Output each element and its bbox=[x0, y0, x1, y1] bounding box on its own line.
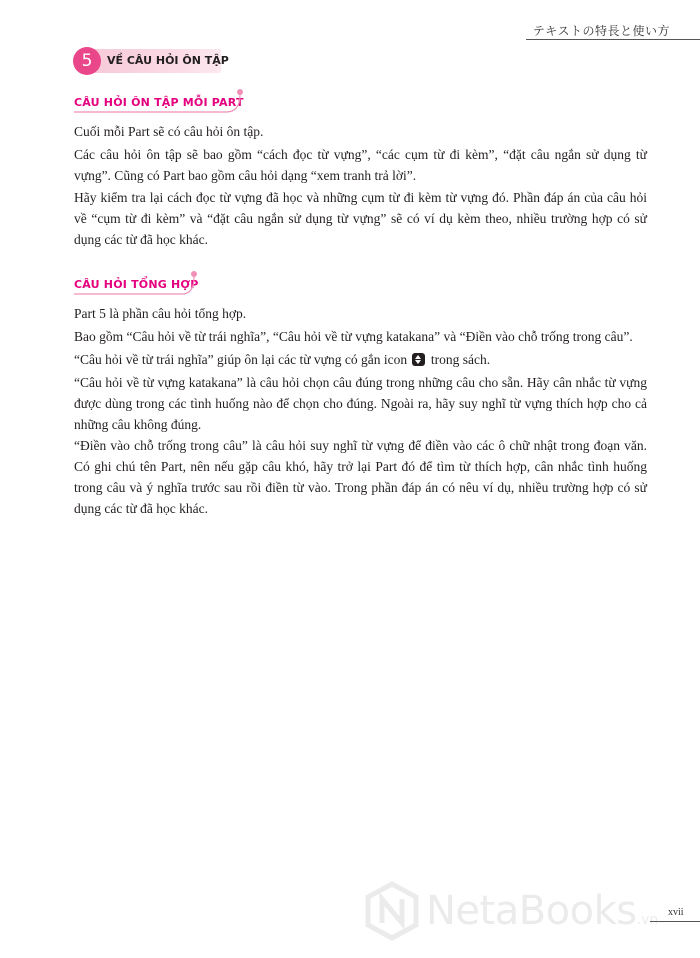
running-header: テキストの特長と使い方 bbox=[532, 24, 670, 38]
antonym-arrows-icon bbox=[412, 353, 425, 366]
paragraph-with-icon bbox=[74, 349, 647, 370]
page-number: xvii bbox=[668, 907, 684, 918]
paragraph-text: “Câu hỏi về từ trái nghĩa” giúp ôn lại các từ vựng có gắn icon bbox=[74, 352, 408, 367]
paragraph: Bao gồm “Câu hỏi về từ trái nghĩa”, “Câu hỏi về từ vựng katakana” và “Điền vào chỗ trống trong câu”. bbox=[74, 329, 633, 344]
paragraph: Các câu hỏi ôn tập sẽ bao gồm “cách đọc từ vựng”, “các cụm từ đi kèm”, “đặt câu ngắn sử dụng từ vựng”. Cũng có Part bao gồm câu hỏi dạng “xem tranh trả lời”. bbox=[74, 147, 647, 183]
subsection-heading-comprehensive: CÂU HỎI TỔNG HỢP bbox=[74, 278, 199, 291]
paragraph: Hãy kiểm tra lại cách đọc từ vựng đã học và những cụm từ đi kèm từ vựng đó. Phần đáp án của câu hỏi về “cụm từ đi kèm” và “đặt câu ngắn sử dụng từ vựng” sẽ có ví dụ kèm theo, nhiều trường hợp có sử dụng các từ đã học khác. bbox=[74, 190, 647, 247]
watermark-text: NetaBooks bbox=[426, 888, 637, 934]
section-title: VỀ CÂU HỎI ÔN TẬP bbox=[107, 54, 229, 67]
header-rule bbox=[526, 39, 700, 40]
paragraph-text: trong sách. bbox=[430, 352, 491, 367]
paragraph: “Câu hỏi về từ vựng katakana” là câu hỏi chọn câu đúng trong những câu cho sẵn. Hãy cân nhắc từ vựng được dùng trong các tình huống nào để chọn cho đúng. Ngoài ra, hãy suy nghĩ từ vựng thích hợp cho cả những câu không đúng. bbox=[74, 375, 647, 432]
subsection-heading-review-per-part: CÂU HỎI ÔN TẬP MỖI PART bbox=[74, 96, 244, 109]
paragraph: Part 5 là phần câu hỏi tổng hợp. bbox=[74, 306, 247, 321]
section-number-badge: 5 bbox=[73, 47, 101, 75]
paragraph: Cuối mỗi Part sẽ có câu hỏi ôn tập. bbox=[74, 124, 264, 139]
watermark-suffix: .vn bbox=[636, 912, 659, 928]
paragraph: “Điền vào chỗ trống trong câu” là câu hỏi suy nghĩ từ vựng để điền vào các ô chữ nhật trong đoạn văn. Có ghi chú tên Part, nên nếu gặp câu khó, hãy trở lại Part đó để tìm từ thích hợp, cân nhắc tình huống trong câu và ý nghĩa trước sau rồi điền từ vào. Trong phần đáp án có nêu ví dụ, nhiều trường hợp có sử dụng các từ đã học khác. bbox=[74, 438, 647, 516]
watermark-logo-icon bbox=[364, 881, 420, 941]
watermark bbox=[364, 876, 664, 946]
